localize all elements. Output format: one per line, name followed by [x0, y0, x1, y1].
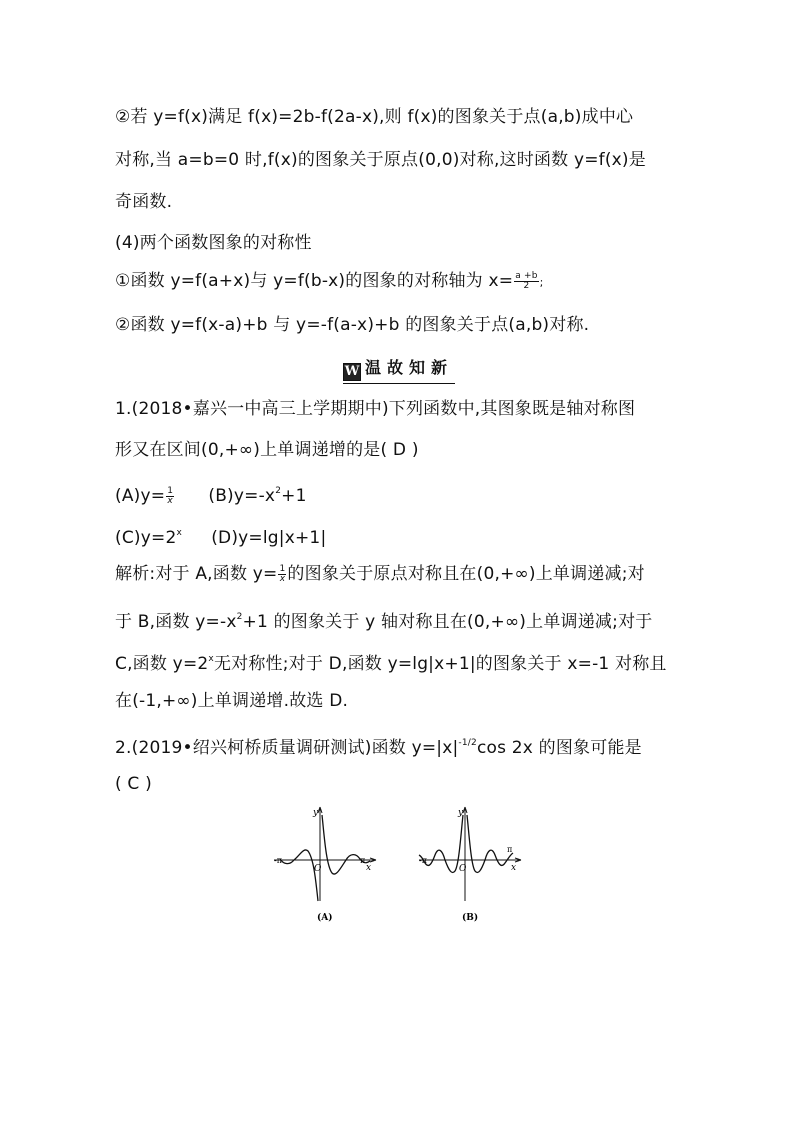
paragraph-line: 奇函数.	[115, 192, 173, 212]
pi-label: π	[507, 845, 513, 854]
paragraph-line: ①函数 y=f(a+x)与 y=f(b-x)的图象的对称轴为 x= $\frac{a +b}{2}$ ;	[115, 270, 544, 291]
w-badge-icon: W	[344, 364, 360, 379]
curve-right	[467, 815, 513, 873]
question-1-stem: 形又在区间(0,+∞)上单调递增的是( D )	[115, 440, 419, 460]
option-d: (D)y=lg|x+1|	[211, 528, 327, 548]
question-2-stem: ( C )	[115, 774, 152, 794]
pi-label: π	[360, 856, 366, 865]
section-title: 温故知新	[365, 358, 454, 377]
x-label: x	[366, 863, 372, 873]
neg-pi-label: -π	[274, 856, 282, 865]
solution-line: C,函数 $y=2^x$无对称性;对于 D,函数 y=lg|x+1|的图象关于 x=-1 对称且	[115, 654, 667, 674]
y-label: y	[313, 808, 319, 818]
solution-line: 解析:对于 A,函数 y= $\frac{1}{x}$ 的图象关于原点对称且在(0,+∞)上单调递减;对	[115, 563, 645, 584]
figure-caption: (B)	[462, 913, 479, 923]
solution-line: 在(-1,+∞)上单调递增.故选 D.	[115, 691, 349, 711]
paragraph-line: 对称,当 a=b=0 时,f(x)的图象关于原点(0,0)对称,这时函数 y=f(x)是	[115, 150, 646, 170]
paragraph-line: ②函数 y=f(x-a)+b 与 y=-f(a-x)+b 的图象关于点(a,b)对称.	[115, 315, 590, 335]
option-c: $(C)y=2^x$	[115, 528, 182, 548]
neg-pi-label: -π	[419, 856, 427, 865]
question-1-options-cd	[115, 522, 326, 549]
origin-label: O	[459, 864, 467, 874]
y-label: y	[458, 808, 464, 818]
x-label: x	[511, 863, 517, 873]
question-1-stem: 1.(2018•嘉兴一中高三上学期期中)下列函数中,其图象既是轴对称图	[115, 399, 636, 419]
figure-a	[270, 803, 380, 933]
origin-label: O	[314, 864, 322, 874]
question-2-stem: 2.(2019•绍兴柯桥质量调研测试)函数 $y=|x|^{-1/2}\cos$ 2x 的图象可能是	[115, 738, 642, 758]
question-1-options-ab	[115, 480, 307, 507]
section-heading	[343, 357, 455, 384]
paragraph-line: ②若 y=f(x)满足 f(x)=2b-f(2a-x),则 f(x)的图象关于点(a,b)成中心	[115, 107, 634, 127]
curve-right	[322, 815, 370, 874]
option-a: (A)y= $\frac{1}{x}$	[115, 485, 174, 506]
subsection-heading: (4)两个函数图象的对称性	[115, 233, 312, 253]
option-b: $(B)y=-x^2+1$	[208, 486, 307, 506]
figure-caption: (A)	[317, 913, 333, 923]
fraction: $\frac{a +b}{2}$	[515, 270, 538, 291]
figure-b	[415, 803, 525, 933]
solution-line: 于 B,函数 $y=-x^2+1$ 的图象关于 y 轴对称且在(0,+∞)上单调递减;对于	[115, 612, 653, 632]
curve-left	[280, 850, 318, 901]
